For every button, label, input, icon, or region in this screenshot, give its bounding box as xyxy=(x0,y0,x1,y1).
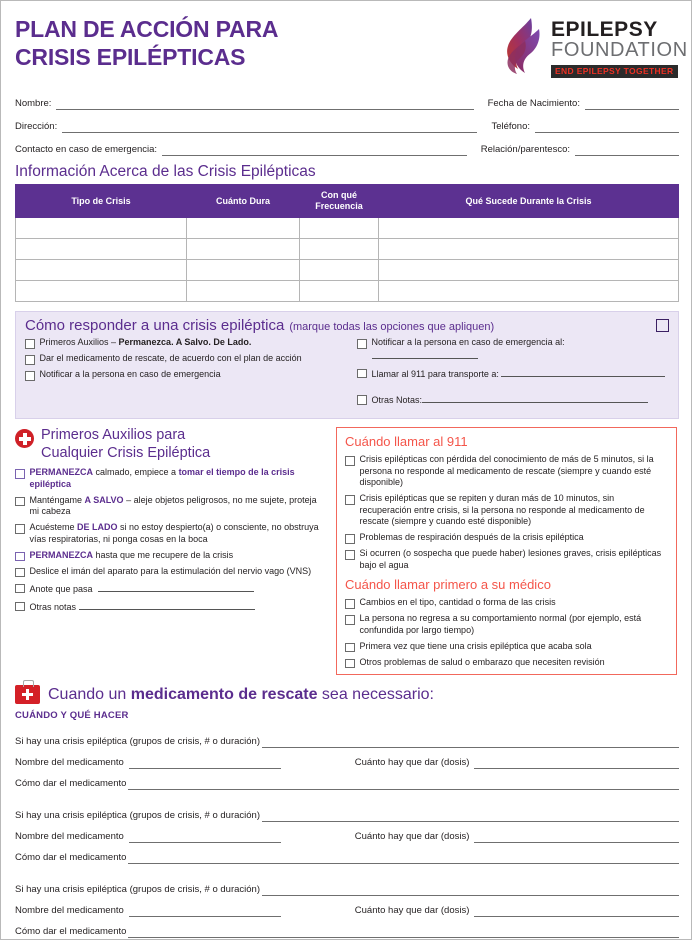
rescue-medication-header xyxy=(15,685,679,704)
list-item[interactable] xyxy=(345,548,668,571)
input-fecha-nacimiento[interactable] xyxy=(585,99,679,110)
first-aid-title-line1: Primeros Auxilios para xyxy=(41,427,186,443)
call-doctor-item-1: La persona no regresa a su comportamiento normal (por ejemplo, está confundida por largo tiempo) xyxy=(359,613,642,635)
input-contacto-emergencia[interactable] xyxy=(162,145,467,156)
first-aid-kit-icon xyxy=(15,685,40,704)
medication-block xyxy=(15,727,679,790)
cell-duracion[interactable] xyxy=(187,260,300,281)
cell-tipo[interactable] xyxy=(16,281,187,302)
rescue-medication-section xyxy=(15,685,679,938)
fa-5-text: Anote que pasa xyxy=(29,583,93,594)
cell-tipo[interactable] xyxy=(16,239,187,260)
seizure-info-table xyxy=(15,184,679,302)
when-to-call-911-panel xyxy=(336,427,677,675)
checkbox-permanezca-hasta-recuperacion[interactable] xyxy=(15,552,25,562)
call-doctor-item-2: Primera vez que tiene una crisis epiléptica que acaba sola xyxy=(359,640,592,651)
how-to-respond-note: (marque todas las opciones que apliquen) xyxy=(289,321,495,333)
table-body xyxy=(16,218,679,302)
list-item[interactable] xyxy=(345,532,668,544)
rescue-subheading: CUÁNDO Y QUÉ HACER xyxy=(15,710,129,721)
medication-block xyxy=(15,875,679,938)
cell-que-sucede[interactable] xyxy=(379,218,679,239)
input-direccion[interactable] xyxy=(62,122,477,133)
label-dose: Cuánto hay que dar (dosis) xyxy=(354,905,470,916)
checkbox-permanezca-calmado[interactable] xyxy=(15,469,25,479)
input-otras-notas[interactable] xyxy=(422,393,648,403)
checkbox-anote-que-pasa[interactable] xyxy=(15,584,25,594)
checkbox-911-0[interactable] xyxy=(345,456,355,466)
checkbox-medicamento-rescate[interactable] xyxy=(25,355,35,365)
call-911-item-0: Crisis epilépticas con pérdida del conocimiento de más de 5 minutos, si la persona no responde al medicamento de rescate (siempre y cuando esté disponible) xyxy=(359,454,654,487)
input-dose[interactable] xyxy=(474,758,679,769)
rescue-title-bold: medicamento de rescate xyxy=(130,686,318,703)
first-aid-header xyxy=(15,427,325,462)
input-how[interactable] xyxy=(128,927,679,938)
cell-duracion[interactable] xyxy=(187,239,300,260)
table-row[interactable] xyxy=(16,281,679,302)
label-direccion: Dirección: xyxy=(15,121,58,132)
medical-cross-icon xyxy=(15,429,34,448)
column-header-frecuencia: Con qué Frecuencia xyxy=(300,185,379,218)
label-if-seizure: Si hay una crisis epiléptica (grupos de crisis, # o duración) xyxy=(15,810,261,821)
med-row-how xyxy=(15,769,679,790)
rescue-medication-title xyxy=(48,685,434,704)
rescue-title-post: sea necessario: xyxy=(317,686,434,703)
med-row-how xyxy=(15,843,679,864)
input-how[interactable] xyxy=(128,779,679,790)
medication-block xyxy=(15,801,679,864)
checkbox-all-apply[interactable] xyxy=(656,319,669,332)
respond-item-0-prefix: Primeros Auxilios – xyxy=(39,337,119,347)
input-if-seizure[interactable] xyxy=(262,737,679,748)
label-contacto-emergencia: Contacto en caso de emergencia: xyxy=(15,144,158,155)
checkbox-911-3[interactable] xyxy=(345,550,355,560)
first-aid-panel xyxy=(15,427,333,675)
label-relacion: Relación/parentesco: xyxy=(480,144,570,155)
input-relacion[interactable] xyxy=(575,145,679,156)
label-fecha-nacimiento: Fecha de Nacimiento: xyxy=(487,98,580,109)
input-notificar-emergencia[interactable] xyxy=(372,349,478,359)
label-med-name: Nombre del medicamento xyxy=(15,831,124,842)
how-to-respond-title: Cómo responder a una crisis epiléptica xyxy=(25,317,285,334)
input-how[interactable] xyxy=(128,853,679,864)
checkbox-911-1[interactable] xyxy=(345,495,355,505)
label-dose: Cuánto hay que dar (dosis) xyxy=(354,831,470,842)
first-aid-title xyxy=(41,427,210,462)
document-header xyxy=(15,13,688,87)
fa-3-bold1: PERMANEZCA xyxy=(29,549,94,560)
list-item[interactable] xyxy=(345,597,668,609)
list-item[interactable] xyxy=(25,369,347,381)
call-doctor-heading: Cuándo llamar primero a su médico xyxy=(345,577,551,592)
checkbox-acuesteme-de-lado[interactable] xyxy=(15,524,25,534)
cell-tipo[interactable] xyxy=(16,218,187,239)
list-item[interactable] xyxy=(345,493,668,528)
flame-icon xyxy=(501,17,547,75)
input-if-seizure[interactable] xyxy=(262,885,679,896)
checkbox-doctor-2[interactable] xyxy=(345,643,355,653)
input-nombre[interactable] xyxy=(56,99,473,110)
call-911-heading: Cuándo llamar al 911 xyxy=(345,434,468,449)
label-nombre: Nombre: xyxy=(15,98,52,109)
table-row[interactable] xyxy=(16,218,679,239)
list-item[interactable] xyxy=(345,454,668,489)
page-title-line2: CRISIS EPILÉPTICAS xyxy=(15,44,246,70)
table-header-row xyxy=(16,185,679,218)
label-dose: Cuánto hay que dar (dosis) xyxy=(354,757,470,768)
respond-right-0-text: Notificar a la persona en caso de emergencia al: xyxy=(371,337,565,347)
respond-right-2-text: Otras Notas: xyxy=(371,395,423,405)
fa-2-pre: Acuésteme xyxy=(29,522,78,532)
fa-0-bold1: PERMANEZCA xyxy=(29,467,94,477)
label-how: Cómo dar el medicamento xyxy=(15,926,127,937)
fa-6-text: Otras notas xyxy=(29,601,77,612)
cell-frecuencia[interactable] xyxy=(300,281,379,302)
list-item[interactable] xyxy=(357,367,669,381)
epilepsy-foundation-logo xyxy=(501,17,688,76)
list-item[interactable] xyxy=(345,657,668,669)
checkbox-otras-notas-first-aid[interactable] xyxy=(15,602,25,612)
med-row-if-seizure xyxy=(15,801,679,822)
seizure-info-title: Información Acerca de las Crisis Epilépticas xyxy=(15,163,316,180)
med-row-name-dose xyxy=(15,896,679,917)
column-header-tipo: Tipo de Crisis xyxy=(16,185,187,218)
respond-left-column xyxy=(25,337,347,411)
med-row-how xyxy=(15,917,679,938)
fa-0-bold2: tomar el tiempo de la crisis epiléptica xyxy=(29,467,295,489)
page-title-line1: PLAN DE ACCIÓN PARA xyxy=(15,16,279,42)
patient-fields xyxy=(15,87,679,156)
list-item[interactable] xyxy=(345,613,668,636)
checkbox-mantengame-a-salvo[interactable] xyxy=(15,497,25,507)
cell-frecuencia[interactable] xyxy=(300,218,379,239)
label-telefono: Teléfono: xyxy=(491,121,530,132)
fa-1-pre: Manténgame xyxy=(29,494,85,505)
call-doctor-item-3: Otros problemas de salud o embarazo que necesiten revisión xyxy=(359,656,605,667)
label-if-seizure: Si hay una crisis epiléptica (grupos de crisis, # o duración) xyxy=(15,884,261,895)
cell-que-sucede[interactable] xyxy=(379,260,679,281)
respond-item-0-bold: Permanezca. A Salvo. De Lado. xyxy=(118,337,252,347)
input-med-name[interactable] xyxy=(129,832,281,843)
med-row-if-seizure xyxy=(15,727,679,748)
list-item[interactable] xyxy=(15,566,325,578)
input-dose[interactable] xyxy=(474,906,679,917)
column-header-duracion: Cuánto Dura xyxy=(187,185,300,218)
call-911-item-2: Problemas de respiración después de la crisis epiléptica xyxy=(359,532,584,542)
label-med-name: Nombre del medicamento xyxy=(15,905,124,916)
logo-subname: FOUNDATION xyxy=(551,39,688,61)
list-item[interactable] xyxy=(15,600,325,614)
column-header-que-sucede: Qué Sucede Durante la Crisis xyxy=(379,185,679,218)
fa-1-bold1: A SALVO xyxy=(84,494,124,505)
list-item[interactable] xyxy=(25,337,347,349)
cell-frecuencia[interactable] xyxy=(300,260,379,281)
respond-item-2-text: Notificar a la persona en caso de emergencia xyxy=(39,369,221,379)
respond-right-column xyxy=(347,337,669,411)
fa-2-tail: si no estoy despierto(a) o consciente, no obstruya vías respiratorias, ni ponga cosas en la boca xyxy=(29,522,319,544)
call-911-item-3: Si ocurren (o sospecha que puede haber) lesiones graves, crisis epilépticas bajo el agua xyxy=(359,548,662,570)
first-aid-title-line2: Cualquier Crisis Epiléptica xyxy=(41,444,211,461)
input-telefono[interactable] xyxy=(535,122,679,133)
med-row-name-dose xyxy=(15,822,679,843)
respond-item-1-text: Dar el medicamento de rescate, de acuerdo con el plan de acción xyxy=(39,353,302,363)
fa-0-mid: calmado, empiece a xyxy=(93,467,179,477)
cell-frecuencia[interactable] xyxy=(300,239,379,260)
checkbox-911-2[interactable] xyxy=(345,534,355,544)
fa-2-bold1: DE LADO xyxy=(77,522,118,532)
input-anote-que-pasa[interactable] xyxy=(98,582,254,592)
list-item[interactable] xyxy=(345,641,668,653)
list-item[interactable] xyxy=(15,495,325,518)
field-row-contacto xyxy=(15,133,679,156)
list-item[interactable] xyxy=(357,393,669,407)
checkbox-notificar-emergencia-al[interactable] xyxy=(357,339,367,349)
middle-section xyxy=(15,427,679,675)
checkbox-notificar-persona[interactable] xyxy=(25,371,35,381)
how-to-respond-panel xyxy=(15,311,679,419)
checkbox-primeros-auxilios[interactable] xyxy=(25,339,35,349)
fa-3-tail: hasta que me recupere de la crisis xyxy=(93,549,234,560)
input-dose[interactable] xyxy=(474,832,679,843)
cell-tipo[interactable] xyxy=(16,260,187,281)
rescue-title-pre: Cuando un xyxy=(48,686,131,703)
checkbox-llamar-911-transporte[interactable] xyxy=(357,369,367,379)
logo-name: EPILEPSY xyxy=(551,18,658,41)
table-row[interactable] xyxy=(16,260,679,281)
checkbox-doctor-3[interactable] xyxy=(345,659,355,669)
cell-duracion[interactable] xyxy=(187,218,300,239)
how-to-respond-header xyxy=(25,317,669,334)
list-item[interactable] xyxy=(15,550,325,562)
table-row[interactable] xyxy=(16,239,679,260)
call-911-item-1: Crisis epilépticas que se repiten y duran más de 10 minutos, sin recuperación entre crisis, si la persona no responde al medicamento de rescate (siempre y cuando esté disponible) xyxy=(359,493,645,526)
med-row-if-seizure xyxy=(15,875,679,896)
list-item[interactable] xyxy=(15,467,325,490)
fa-4-text: Deslice el imán del aparato para la estimulación del nervio vago (VNS) xyxy=(29,565,312,576)
fa-1-tail: – aleje objetos peligrosos, no me sujete, proteja mi cabeza xyxy=(29,494,317,516)
label-how: Cómo dar el medicamento xyxy=(15,778,127,789)
checkbox-iman-vns[interactable] xyxy=(15,568,25,578)
cell-que-sucede[interactable] xyxy=(379,281,679,302)
field-row-nombre xyxy=(15,87,679,110)
list-item[interactable] xyxy=(15,582,325,596)
checkbox-otras-notas[interactable] xyxy=(357,395,367,405)
list-item[interactable] xyxy=(15,522,325,545)
med-row-name-dose xyxy=(15,748,679,769)
input-med-name[interactable] xyxy=(129,758,281,769)
list-item[interactable] xyxy=(25,353,347,365)
label-how: Cómo dar el medicamento xyxy=(15,852,127,863)
cell-que-sucede[interactable] xyxy=(379,239,679,260)
label-med-name: Nombre del medicamento xyxy=(15,757,124,768)
field-row-direccion xyxy=(15,110,679,133)
checkbox-doctor-0[interactable] xyxy=(345,599,355,609)
label-if-seizure: Si hay una crisis epiléptica (grupos de crisis, # o duración) xyxy=(15,736,261,747)
list-item[interactable] xyxy=(357,337,669,362)
input-transporte[interactable] xyxy=(501,367,665,377)
input-otras-notas-first-aid[interactable] xyxy=(79,600,255,610)
cell-duracion[interactable] xyxy=(187,281,300,302)
checkbox-doctor-1[interactable] xyxy=(345,615,355,625)
call-doctor-item-0: Cambios en el tipo, cantidad o forma de las crisis xyxy=(359,597,556,607)
input-med-name[interactable] xyxy=(129,906,281,917)
respond-right-1-text: Llamar al 911 para transporte a: xyxy=(371,368,499,379)
logo-tagline: END EPILEPSY TOGETHER xyxy=(551,65,678,78)
input-if-seizure[interactable] xyxy=(262,811,679,822)
